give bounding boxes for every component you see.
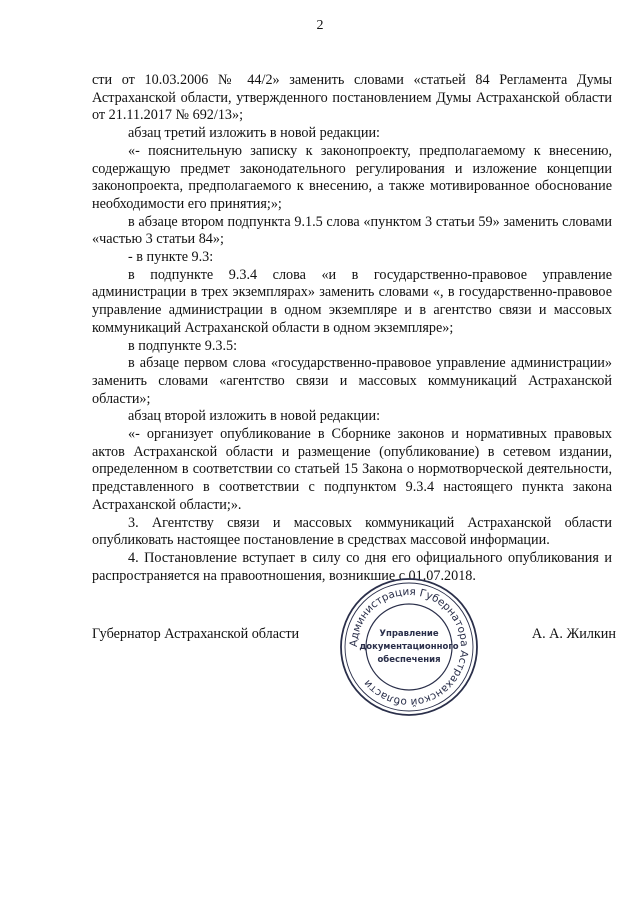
paragraph-7: в подпункте 9.3.5: <box>128 337 238 354</box>
seal-inner-line-2: документационного <box>359 642 459 652</box>
official-seal <box>338 576 480 718</box>
paragraph-4: в абзаце втором подпункта 9.1.5 слова «пунктом 3 статьи 59» заменить словами «частью 3 статьи 84»; <box>92 213 612 248</box>
paragraph-6: в подпункте 9.3.4 слова «и в государственно-правовое управление администрации в трех экземплярах» заменить словами «, в государственно-правовое управление администрации в одном экземпляре и в агентство связи и массовых коммуникаций Астраханской области в одном экземпляре»; <box>92 266 612 336</box>
signatory-position: Губернатор Астраханской области <box>92 626 300 642</box>
paragraph-12: 4. Постановление вступает в силу со дня его официального опубликования и распространяется на правоотношения, возникшие с 01.07.2018. <box>92 549 612 584</box>
seal-inner-line-1: Управление <box>379 629 439 639</box>
document-body <box>92 72 612 585</box>
seal-graphic <box>338 576 480 718</box>
paragraph-11: 3. Агентству связи и массовых коммуникаций Астраханской области опубликовать настоящее постановление в средствах массовой информации. <box>92 514 612 549</box>
paragraph-9: абзац второй изложить в новой редакции: <box>128 408 381 425</box>
paragraph-5: - в пункте 9.3: <box>128 249 214 266</box>
seal-ring-textpath: Администрация Губернатора Астраханской области <box>347 585 471 709</box>
page-number: 2 <box>316 18 324 33</box>
signatory-name: А. А. Жилкин <box>531 626 616 642</box>
paragraph-10: «- организует опубликование в Сборнике законов и нормативных правовых актов Астраханской области и размещение (опубликование) в сетевом издании, определенном в соответствии со статьей 15 Закона о нормотворческой деятельности, представленного в соответствии с подпунктом 9.3.4 настоящего пункта закона Астраханской области;». <box>92 426 612 513</box>
paragraph-3: «- пояснительную записку к законопроекту, предполагаемому к внесению, содержащую предмет законодательного регулирования и изложение концепции законопроекта, предполагаемого к внесению, а также мотивированное обоснование необходимости его принятия;»; <box>92 142 612 212</box>
paragraph-1: сти от 10.03.2006 № 44/2» заменить словами «статьей 84 Регламента Думы Астраханской области, утвержденного постановлением Думы Астраханской области от 21.11.2017 № 692/13»; <box>92 72 612 124</box>
paragraph-2: абзац третий изложить в новой редакции: <box>128 125 380 142</box>
paragraph-8: в абзаце первом слова «государственно-правовое управление администрации» заменить словами «агентство связи и массовых коммуникаций Астраханской области»; <box>92 355 612 407</box>
seal-inner-line-3: обеспечения <box>377 655 441 665</box>
